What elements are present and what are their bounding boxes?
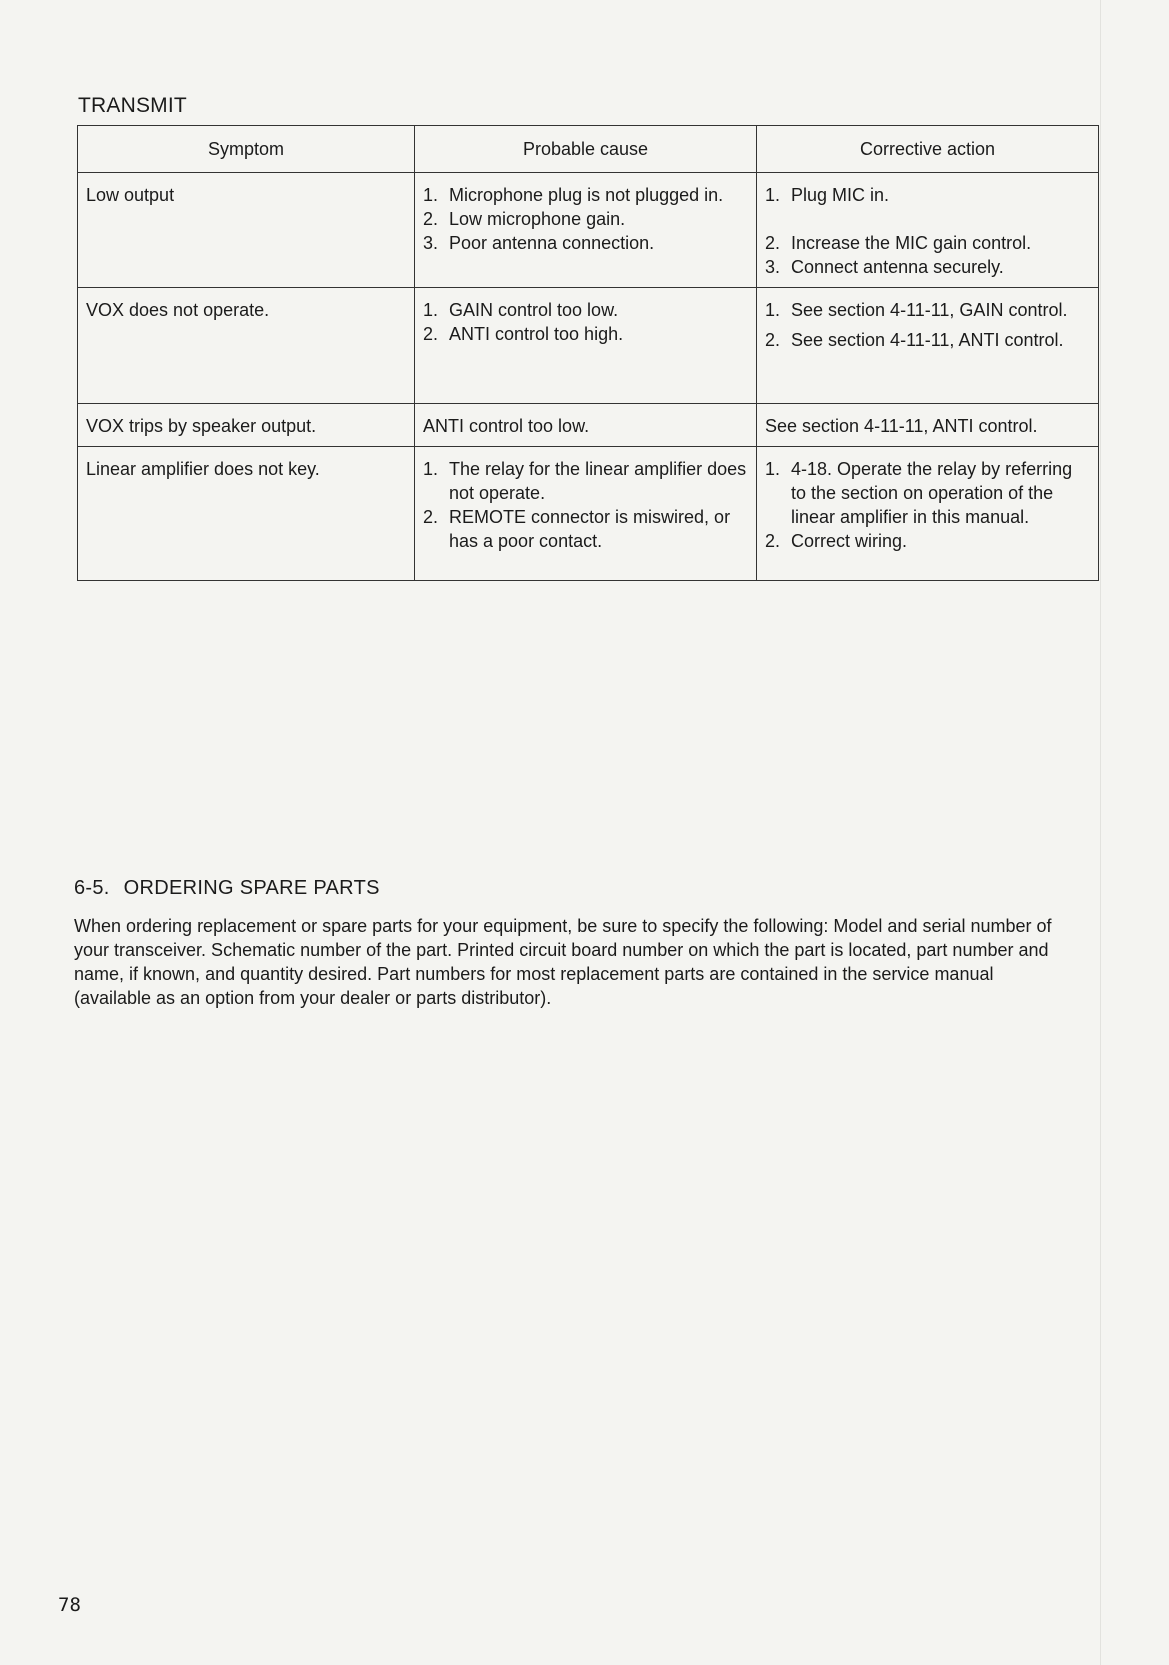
cause-cell: ANTI control too low. xyxy=(415,404,757,447)
header-symptom: Symptom xyxy=(78,126,415,173)
list-item: 3. Poor antenna connection. xyxy=(423,233,655,253)
ordering-paragraph: When ordering replacement or spare parts for your equipment, be sure to specify the following: Model and serial number of your transceiver. Schematic number of the part. Printed circuit board number on which the part is located, part number and name, if known, and quantity desired. Part numbers for most replacement parts are contained in the service manual (available as an option from your dealer or parts distributor). xyxy=(74,916,1052,1008)
symptom-cell: VOX does not operate. xyxy=(78,288,415,404)
list-item: 2. See section 4-11-11, ANTI control. xyxy=(765,330,1064,350)
action-cell xyxy=(757,173,1099,288)
section-heading-ordering-spare-parts xyxy=(74,877,380,900)
list-item: 2. ANTI control too high. xyxy=(423,324,624,344)
table-row xyxy=(78,288,1099,404)
page-edge xyxy=(1100,0,1101,1665)
symptom-cell: VOX trips by speaker output. xyxy=(78,404,415,447)
list-item: 1. 4-18. Operate the relay by referring to the section on operation of the linear amplifier in this manual. xyxy=(765,459,1073,527)
section-title: ORDERING SPARE PARTS xyxy=(123,877,380,899)
list-item: 1. GAIN control too low. xyxy=(423,300,619,320)
table-row xyxy=(78,404,1099,447)
action-cell xyxy=(757,447,1099,581)
table-row xyxy=(78,447,1099,581)
action-cell: See section 4-11-11, ANTI control. xyxy=(757,404,1099,447)
page-number: 78 xyxy=(58,1594,81,1616)
symptom-cell: Low output xyxy=(78,173,415,288)
action-cell xyxy=(757,288,1099,404)
symptom-cell: Linear amplifier does not key. xyxy=(78,447,415,581)
list-item: 2. REMOTE connector is miswired, or has a poor contact. xyxy=(423,507,731,551)
header-probable-cause: Probable cause xyxy=(415,126,757,173)
list-item: 3. Connect antenna securely. xyxy=(765,257,1004,277)
troubleshooting-table xyxy=(77,125,1099,581)
header-corrective-action: Corrective action xyxy=(757,126,1099,173)
table-row xyxy=(78,173,1099,288)
cause-cell xyxy=(415,288,757,404)
table-header-row xyxy=(78,126,1099,173)
list-item: 2. Low microphone gain. xyxy=(423,209,626,229)
cause-cell xyxy=(415,173,757,288)
section-heading-transmit: TRANSMIT xyxy=(78,94,187,117)
list-item: 1. Plug MIC in. xyxy=(765,185,890,205)
list-item: 1. The relay for the linear amplifier does not operate. xyxy=(423,459,747,503)
section-number: 6-5. xyxy=(74,877,110,899)
list-item: 1. See section 4-11-11, GAIN control. xyxy=(765,300,1068,320)
cause-cell xyxy=(415,447,757,581)
list-item: 2. Increase the MIC gain control. xyxy=(765,233,1032,253)
list-item: 1. Microphone plug is not plugged in. xyxy=(423,185,724,205)
list-item: 2. Correct wiring. xyxy=(765,531,908,551)
